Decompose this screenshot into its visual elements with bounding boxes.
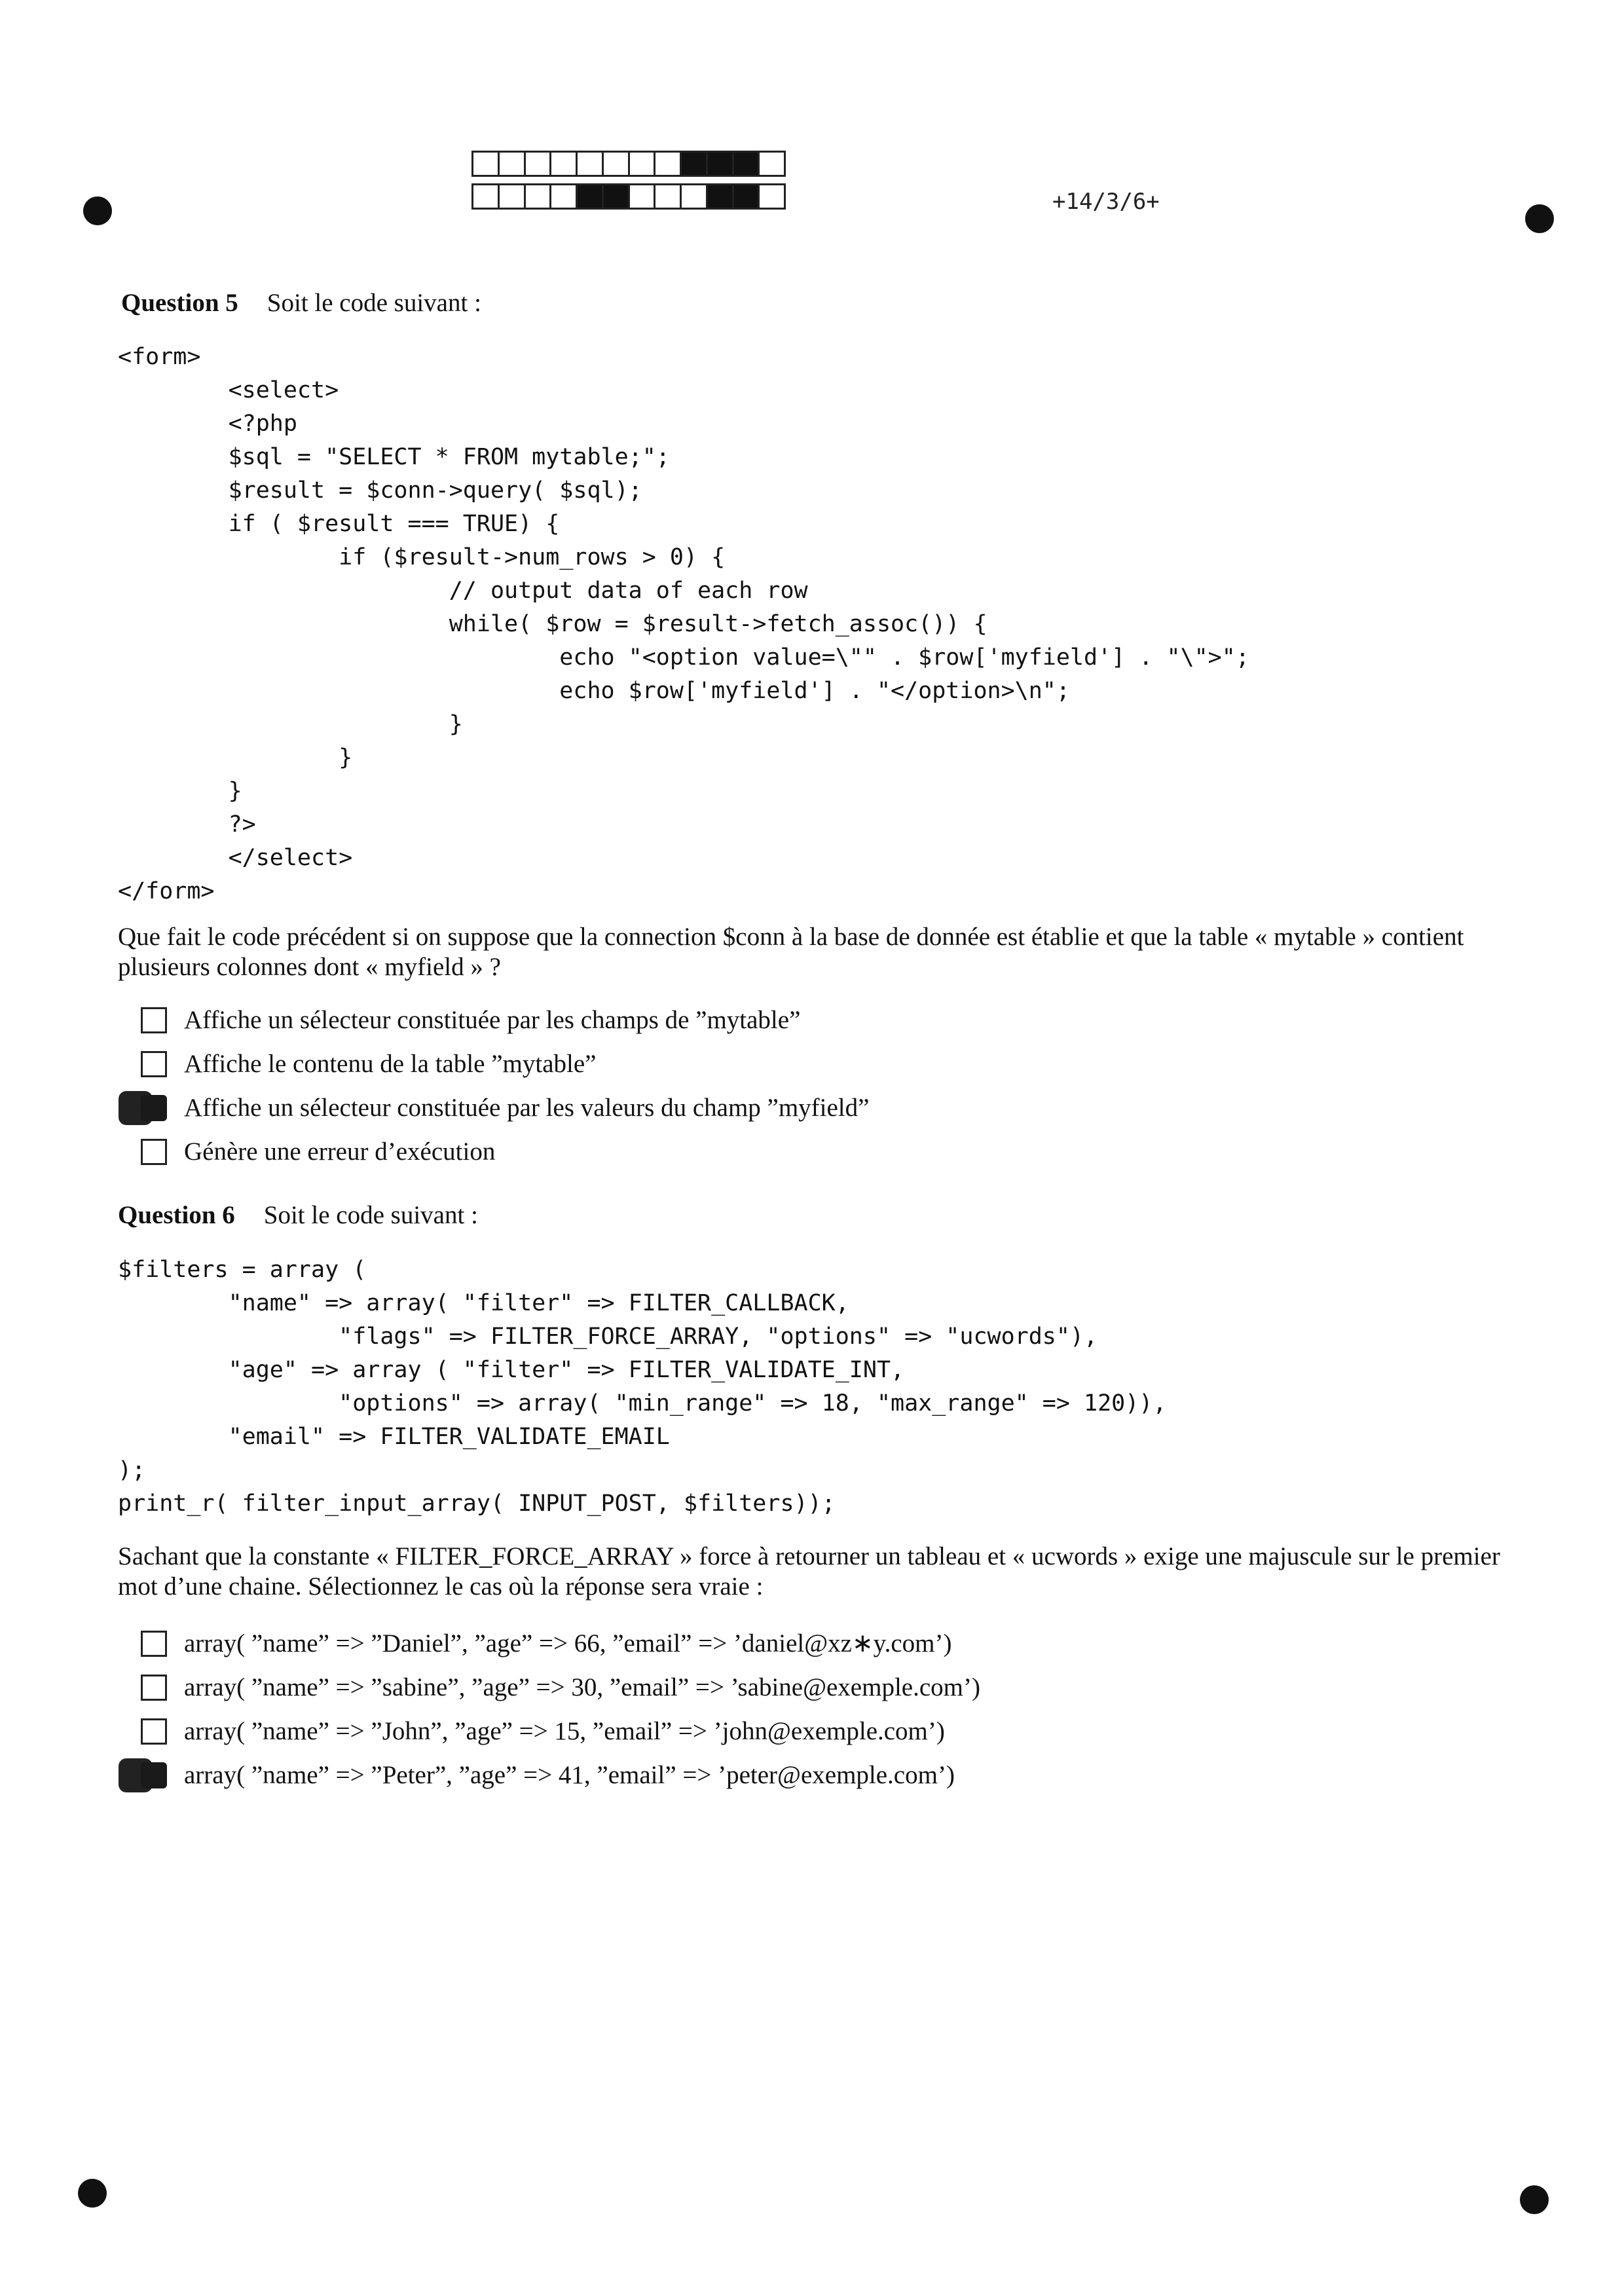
code-line: <?php <box>118 411 297 437</box>
answer-label: Affiche le contenu de la table ”mytable” <box>184 1050 597 1078</box>
code-line: "flags" => FILTER_FORCE_ARRAY, "options" => "ucwords"), <box>118 1324 1098 1350</box>
barcode-cell <box>708 153 734 175</box>
code-line: while( $row = $result->fetch_assoc()) { <box>118 611 987 637</box>
barcode-cell <box>630 153 656 175</box>
checked-checkbox[interactable] <box>141 1762 167 1788</box>
answer-option[interactable] <box>141 1130 869 1174</box>
code-line: } <box>118 778 242 804</box>
barcode-row-1 <box>471 151 786 177</box>
barcode-cell <box>682 153 708 175</box>
code-line: echo $row['myfield'] . "</option>\n"; <box>118 678 1070 704</box>
barcode-cell <box>551 153 578 175</box>
answer-label: array( ”name” => ”John”, ”age” => 15, ”email” => ’john@exemple.com’) <box>184 1717 945 1745</box>
answer-option[interactable] <box>141 1753 980 1797</box>
corner-dot-bottom-right <box>1520 2185 1549 2214</box>
code-line: <form> <box>118 344 201 370</box>
barcode-cell <box>551 185 578 208</box>
answer-option[interactable] <box>141 1621 980 1665</box>
code-line: if ( $result === TRUE) { <box>118 511 560 537</box>
barcode-cell <box>500 153 526 175</box>
barcode-cell <box>760 153 784 175</box>
checkbox[interactable] <box>141 1007 167 1033</box>
answer-option[interactable] <box>141 1709 980 1753</box>
question-6-title <box>118 1200 478 1230</box>
barcode-cell <box>526 185 552 208</box>
question-intro: Soit le code suivant : <box>263 1201 478 1229</box>
question-number: Question 6 <box>118 1201 235 1229</box>
barcode-cell <box>708 185 734 208</box>
code-line: "options" => array( "min_range" => 18, "max_range" => 120)), <box>118 1390 1167 1416</box>
barcode-cell <box>473 153 500 175</box>
code-line: $sql = "SELECT * FROM mytable;"; <box>118 444 670 470</box>
question-number: Question 5 <box>121 289 238 317</box>
corner-dot-top-right <box>1525 204 1554 233</box>
code-line: } <box>118 711 463 737</box>
answer-label: Affiche un sélecteur constituée par les champs de ”mytable” <box>184 1006 801 1034</box>
code-line: if ($result->num_rows > 0) { <box>118 544 726 570</box>
barcode-cell <box>604 153 630 175</box>
barcode-cell <box>760 185 784 208</box>
checkbox[interactable] <box>141 1631 167 1657</box>
answer-label: array( ”name” => ”Peter”, ”age” => 41, ”email” => ’peter@exemple.com’) <box>184 1761 955 1789</box>
barcode-cell <box>526 153 552 175</box>
checked-checkbox[interactable] <box>141 1095 167 1121</box>
answer-label: array( ”name” => ”Daniel”, ”age” => 66, ”email” => ’daniel@xz∗y.com’) <box>184 1629 952 1657</box>
question-5-prompt: Que fait le code précédent si on suppose que la connection $conn à la base de donnée est établie et que la table « mytable » contient plusieurs colonnes dont « myfield » ? <box>118 923 1464 981</box>
code-line: </form> <box>118 878 215 904</box>
barcode-cell <box>578 185 604 208</box>
barcode-cell <box>630 185 656 208</box>
question-6-prompt: Sachant que la constante « FILTER_FORCE_ARRAY » force à retourner un tableau et « ucwords » exige une majuscule sur le premier mot d’une chaine. Sélectionnez le cas où la réponse sera vraie : <box>118 1542 1500 1601</box>
barcode-cell <box>682 185 708 208</box>
question-5-code <box>118 341 1249 908</box>
question-6-options <box>141 1621 980 1797</box>
barcode-cell <box>734 153 760 175</box>
question-5-title <box>121 288 481 318</box>
question-intro: Soit le code suivant : <box>267 289 481 317</box>
answer-label: Génère une erreur d’exécution <box>184 1138 496 1166</box>
code-line: <select> <box>118 377 339 403</box>
code-line: $result = $conn->query( $sql); <box>118 477 642 504</box>
checkbox[interactable] <box>141 1051 167 1077</box>
code-line: "email" => FILTER_VALIDATE_EMAIL <box>118 1424 670 1450</box>
barcode-cell <box>473 185 500 208</box>
corner-dot-bottom-left <box>78 2179 107 2208</box>
barcode-row-2 <box>471 183 786 210</box>
code-line: ?> <box>118 811 256 838</box>
barcode-cell <box>655 185 682 208</box>
code-line: </select> <box>118 845 353 871</box>
checkbox[interactable] <box>141 1718 167 1745</box>
answer-option[interactable] <box>141 1086 869 1130</box>
code-line: "name" => array( "filter" => FILTER_CALLBACK, <box>118 1290 849 1316</box>
code-line: echo "<option value=\"" . $row['myfield'] . "\">"; <box>118 644 1249 671</box>
code-line: $filters = array ( <box>118 1257 367 1283</box>
question-5-options <box>141 998 869 1174</box>
barcode-cell <box>655 153 682 175</box>
checkbox[interactable] <box>141 1675 167 1701</box>
barcode-cell <box>500 185 526 208</box>
barcode-cell <box>578 153 604 175</box>
code-line: print_r( filter_input_array( INPUT_POST, $filters)); <box>118 1491 836 1517</box>
code-line: ); <box>118 1457 146 1483</box>
answer-label: Affiche un sélecteur constituée par les valeurs du champ ”myfield” <box>184 1094 870 1122</box>
code-line: "age" => array ( "filter" => FILTER_VALIDATE_INT, <box>118 1357 905 1383</box>
code-line: // output data of each row <box>118 578 808 604</box>
answer-option[interactable] <box>141 1665 980 1709</box>
code-line: } <box>118 745 353 771</box>
answer-label: array( ”name” => ”sabine”, ”age” => 30, ”email” => ’sabine@exemple.com’) <box>184 1673 980 1701</box>
page-id: +14/3/6+ <box>1052 189 1160 215</box>
question-6-code <box>118 1253 1166 1521</box>
answer-option[interactable] <box>141 1042 869 1086</box>
checkbox[interactable] <box>141 1139 167 1165</box>
barcode-cell <box>604 185 630 208</box>
answer-option[interactable] <box>141 998 869 1042</box>
corner-dot-top-left <box>83 196 112 225</box>
barcode-cell <box>734 185 760 208</box>
